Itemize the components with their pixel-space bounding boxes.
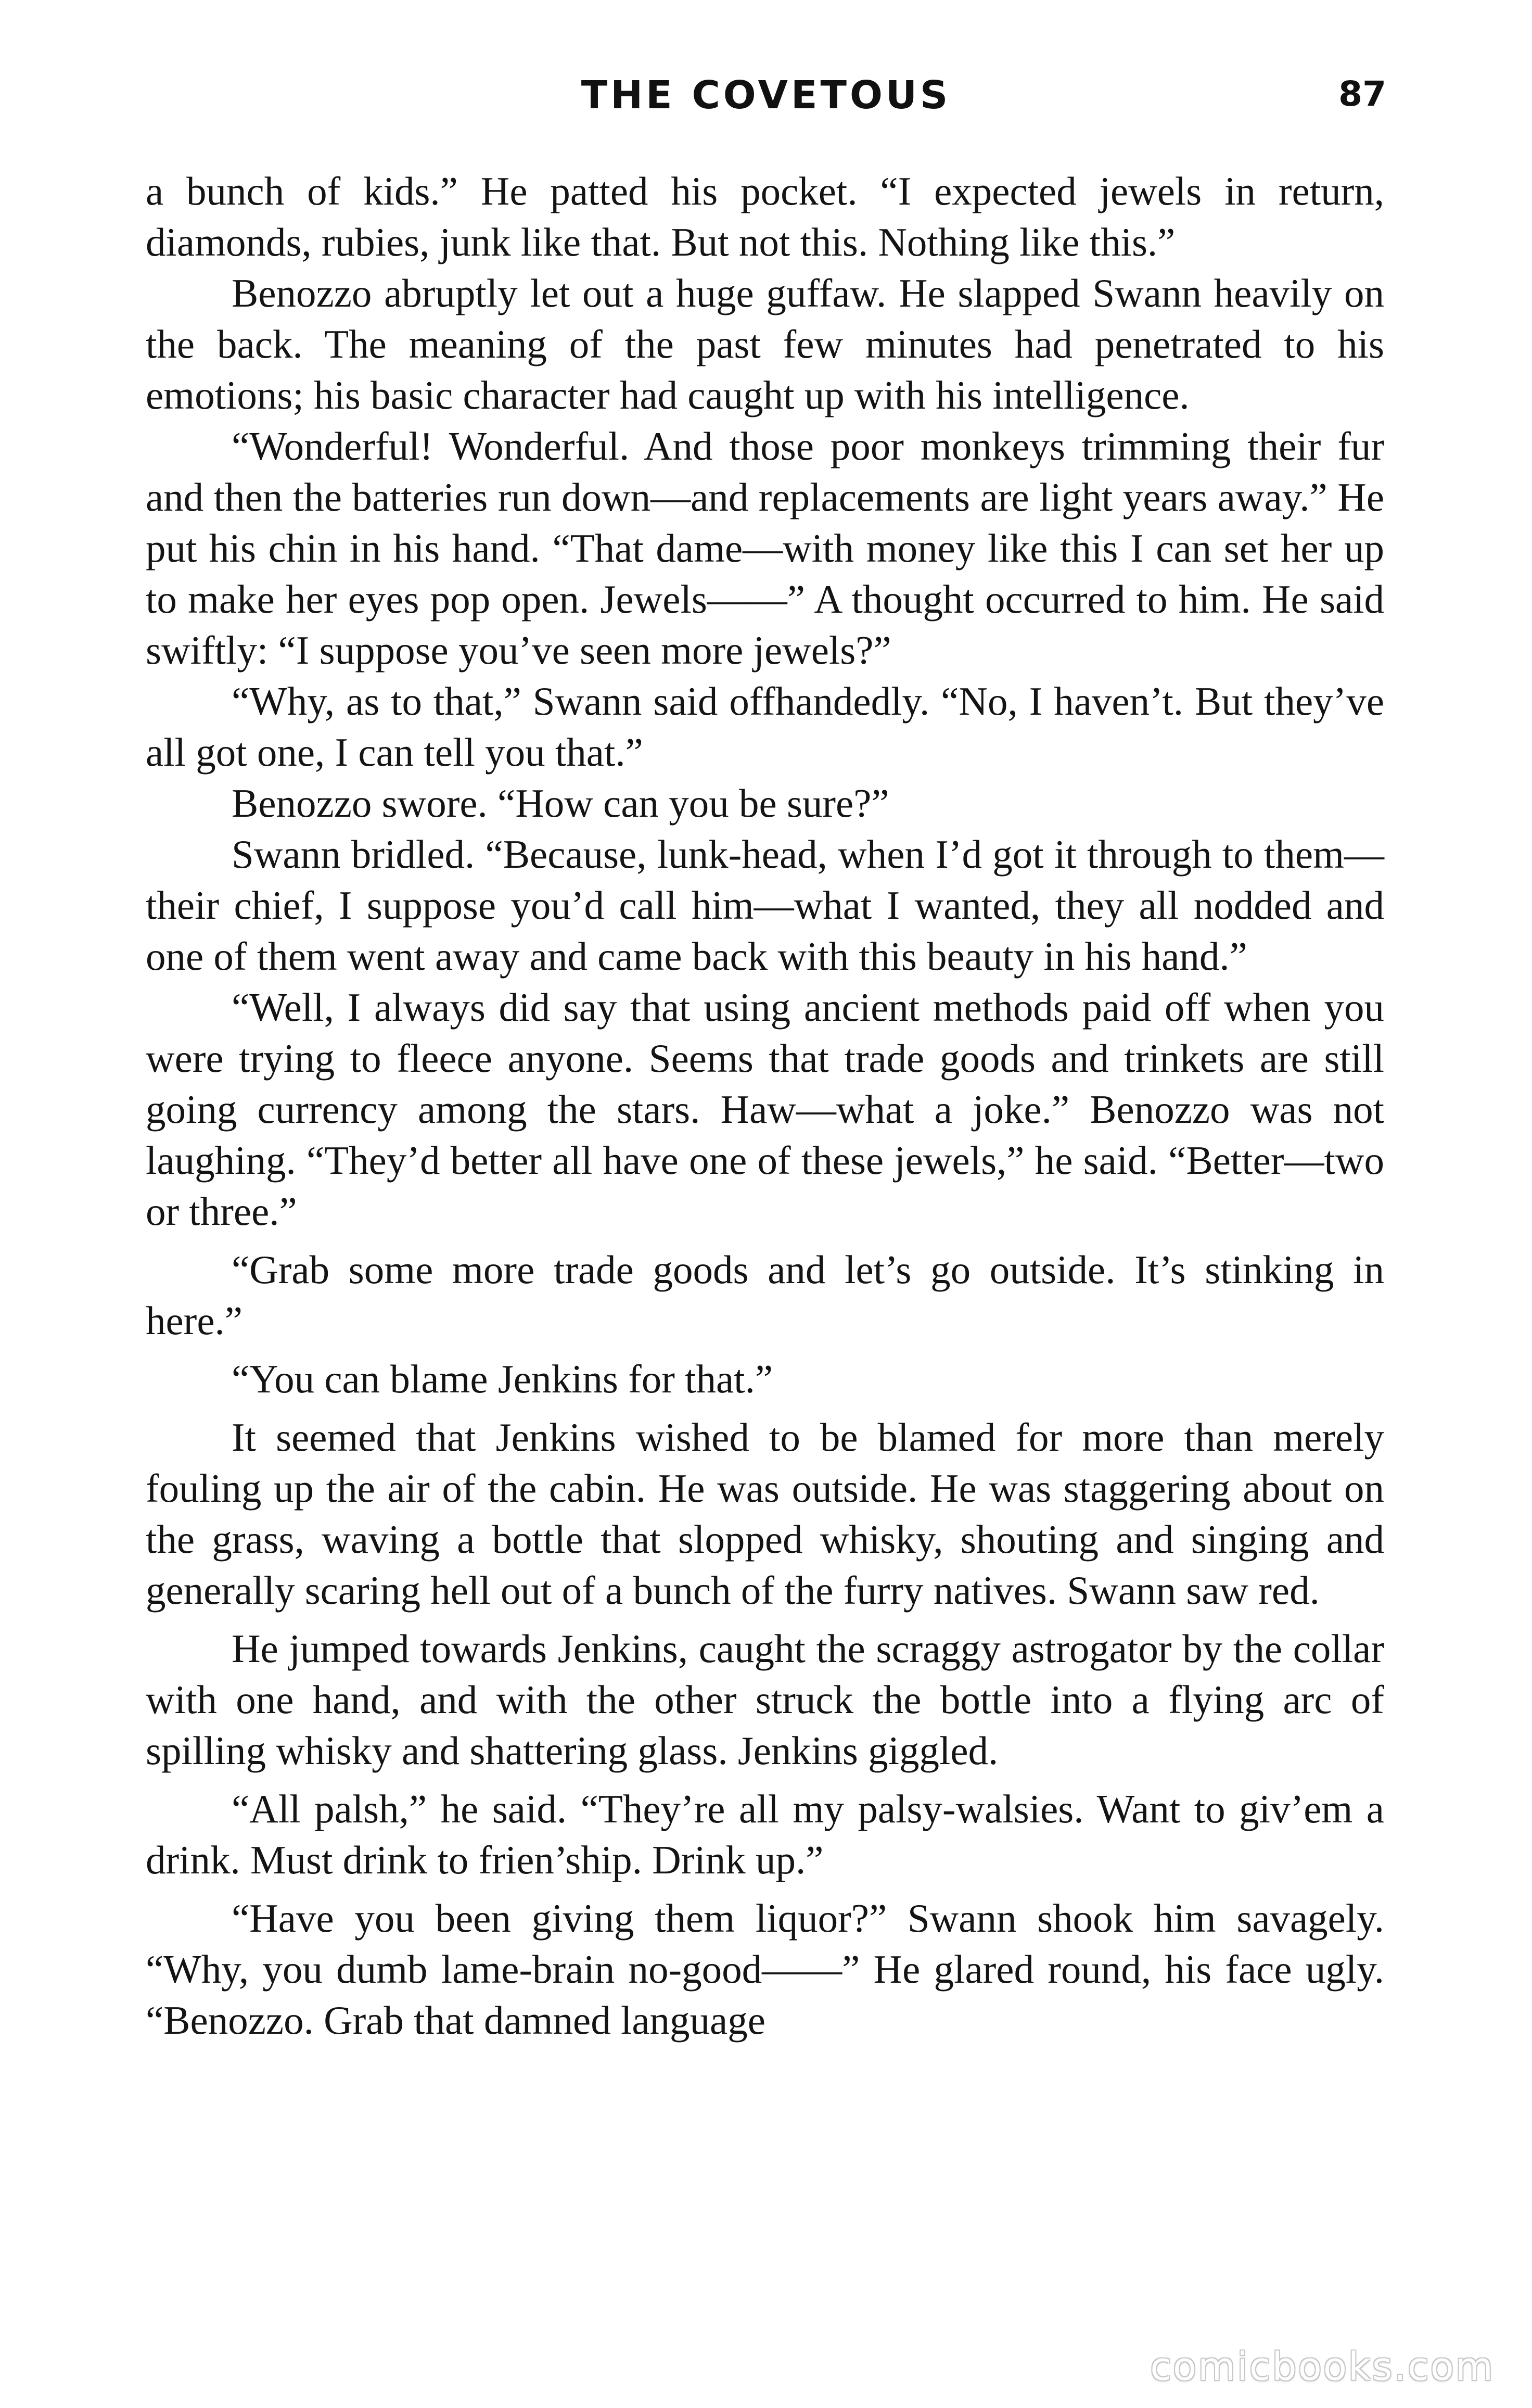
- paragraph-3: “Wonderful! Wonderful. And those poor monkeys trimming their fur and then the batteries run down—and replacements are light years away.” He put his chin in his hand. “That dame—with money like this I can set her up to make her eyes pop open. Jewels——” A thought occurred to him. He said swiftly: “I suppose you’ve seen more jewels?”: [146, 424, 1384, 673]
- paragraph-13: “Have you been giving them liquor?” Swann shook him savagely. “Why, you dumb lame-brain no-good——” He glared round, his face ugly. “Benozzo. Grab that damned language: [146, 1896, 1384, 2043]
- paragraph-10: It seemed that Jenkins wished to be blamed for more than merely fouling up the air of the cabin. He was outside. He was staggering about on the grass, waving a bottle that slopped whisky, shouting and singing and generally scaring hell out of a bunch of the furry natives. Swann saw red.: [146, 1415, 1384, 1613]
- paragraph-8: “Grab some more trade goods and let’s go outside. It’s stinking in here.”: [146, 1247, 1384, 1343]
- watermark-text: comicbooks.com: [1150, 2344, 1495, 2389]
- paragraph-11: He jumped towards Jenkins, caught the scraggy astrogator by the collar with one hand, and with the other struck the bottle into a flying arc of spilling whisky and shattering glass. Jenkins giggled.: [146, 1626, 1384, 1773]
- page-number: 87: [1338, 74, 1386, 114]
- paragraph-1: a bunch of kids.” He patted his pocket. “I expected jewels in return, diamonds, rubies, junk like that. But not this. Nothing like this.”: [146, 169, 1384, 264]
- paragraph-9: “You can blame Jenkins for that.”: [232, 1357, 773, 1401]
- paragraph-7: “Well, I always did say that using ancient methods paid off when you were trying to fleece anyone. Seems that trade goods and trinkets are still going currency among the stars. Haw—what a joke.” Benozzo was not laughing. “They’d better all have one of these jewels,” he said. “Better—two or three.”: [146, 985, 1384, 1234]
- chapter-title: THE COVETOUS: [581, 73, 951, 118]
- paragraph-6: Swann bridled. “Because, lunk-head, when I’d got it through to them—their chief, I suppose you’d call him—what I wanted, they all nodded and one of them went away and came back with this beauty in his hand.”: [146, 832, 1384, 979]
- paragraph-5: Benozzo swore. “How can you be sure?”: [232, 781, 889, 826]
- paragraph-2: Benozzo abruptly let out a huge guffaw. He slapped Swann heavily on the back. The meaning of the past few minutes had penetrated to his emotions; his basic character had caught up with his intelligence.: [146, 271, 1384, 417]
- body-text: [146, 166, 1384, 2046]
- running-head: [146, 73, 1386, 130]
- paragraph-4: “Why, as to that,” Swann said offhandedly. “No, I haven’t. But they’ve all got one, I can tell you that.”: [146, 679, 1384, 775]
- paragraph-12: “All palsh,” he said. “They’re all my palsy-walsies. Want to giv’em a drink. Must drink to frien’ship. Drink up.”: [146, 1786, 1384, 1882]
